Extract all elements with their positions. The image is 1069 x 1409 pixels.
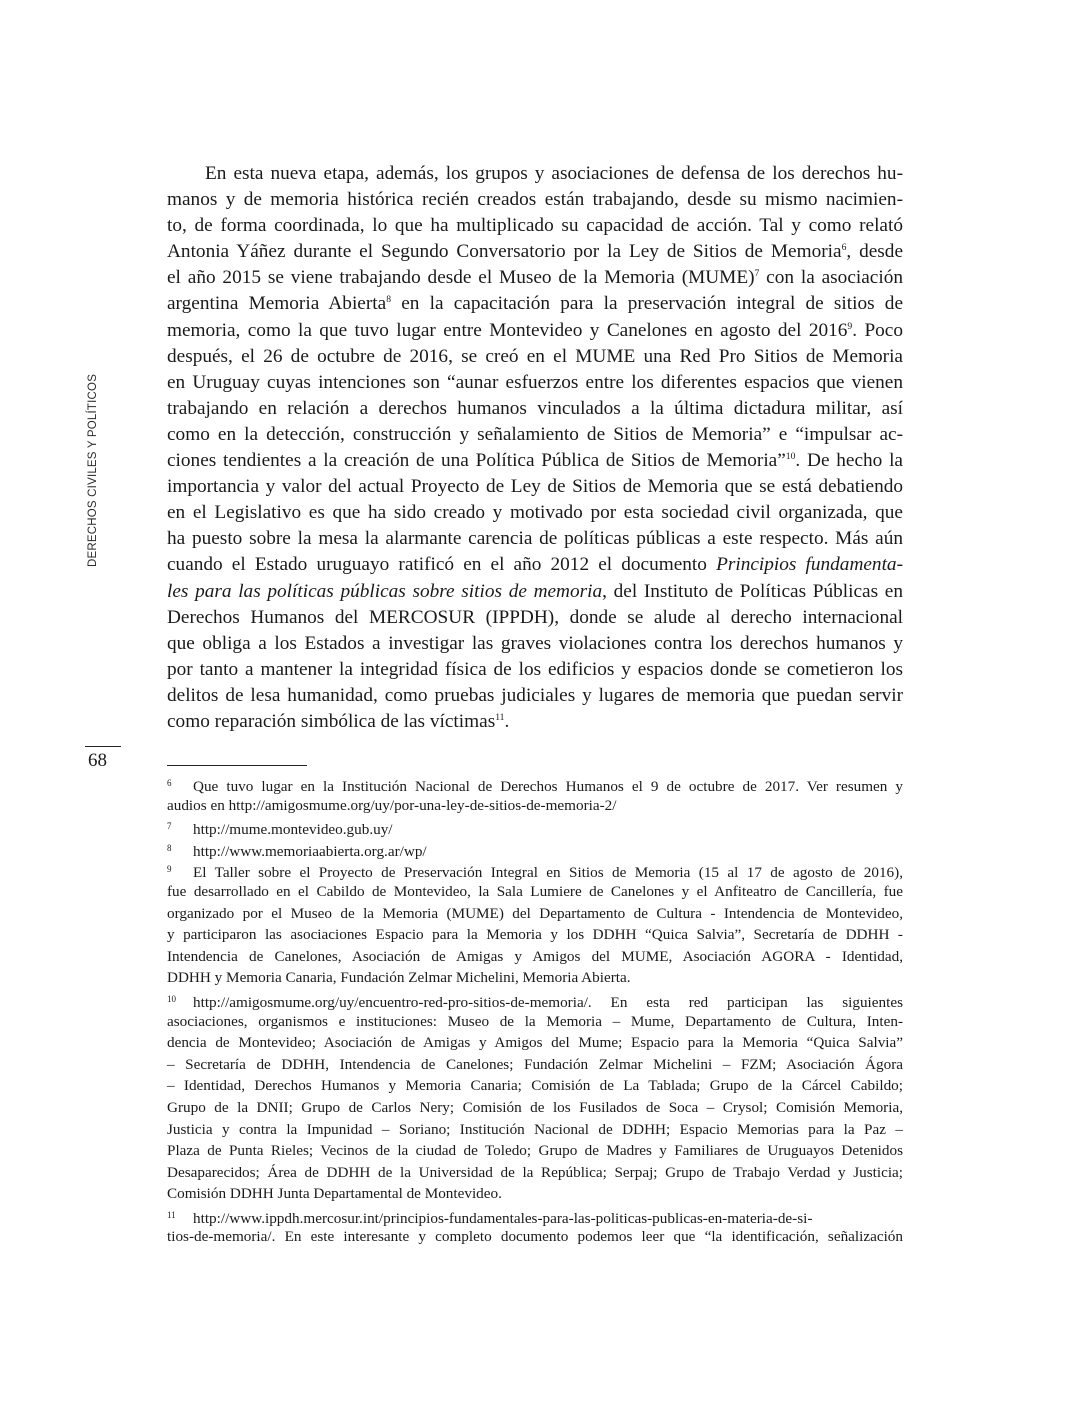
- body-line: memoria, como la que tuvo lugar entre Montevideo y Canelones en agosto del 2016$^9$. Poco: [167, 319, 904, 341]
- footnote-10: 10 http://amigosmume.org/uy/encuentro-red-pro-sitios-de-memoria/. En esta red participan las siguientes: [167, 989, 903, 1011]
- body-line: cuando el Estado uruguayo ratificó en el año 2012 el documento Principios fundamenta-: [167, 554, 903, 576]
- body-line: delitos de lesa humanidad, como pruebas judiciales y lugares de memoria que puedan servir: [167, 684, 903, 706]
- footnote-link[interactable]: http://www.memoriaabierta.org.ar/wp/: [193, 842, 427, 860]
- footnote-link[interactable]: http://mume.montevideo.gub.uy/: [193, 821, 393, 839]
- footnote-number: 9: [167, 864, 172, 875]
- footnote-7: [167, 816, 903, 838]
- body-line: en el Legislativo es que ha sido creado y motivado por esta sociedad civil organizada, que: [167, 502, 903, 524]
- footnote-line: Intendencia de Canelones, Asociación de Amigas y Amigos del MUME, Asociación AGORA - Identidad,: [167, 947, 903, 965]
- footnote-line: y participaron las asociaciones Espacio para la Memoria y los DDHH “Quica Salvia”, Secretaría de DDHH -: [167, 926, 903, 944]
- footnote-line: Comisión DDHH Junta Departamental de Montevideo.: [167, 1185, 502, 1203]
- body-line: después, el 26 de octubre de 2016, se creó en el MUME una Red Pro Sitios de Memoria: [167, 345, 903, 367]
- footnote-number: 10: [167, 993, 176, 1004]
- body-line: to, de forma coordinada, lo que ha multiplicado su capacidad de acción. Tal y como relató: [167, 215, 903, 237]
- footnote-number: 8: [167, 842, 172, 853]
- page-number: 68: [88, 750, 107, 771]
- body-line: En esta nueva etapa, además, los grupos y asociaciones de defensa de los derechos hu-: [205, 163, 903, 184]
- footnote-ref[interactable]: 10: [785, 450, 796, 462]
- body-line: Derechos Humanos del MERCOSUR (IPPDH), donde se alude al derecho internacional: [167, 606, 903, 628]
- body-line: como en la detección, construcción y señalamiento de Sitios de Memoria” e “impulsar ac-: [167, 423, 903, 445]
- body-line: en Uruguay cuyas intenciones son “aunar esfuerzos entre los diferentes espacios que vienen: [167, 371, 903, 393]
- document-title-italic: Principios fundamenta-: [716, 554, 903, 576]
- footnote-line: – Identidad, Derechos Humanos y Memoria Canaria; Comisión de La Tablada; Grupo de la Cárcel Cabildo;: [167, 1077, 903, 1095]
- footnote-line: Plaza de Punta Rieles; Vecinos de la ciudad de Toledo; Grupo de Madres y Familiares de Uruguayos Detenidos: [167, 1142, 903, 1160]
- body-line: manos y de memoria histórica recién creados están trabajando, desde su mismo nacimien-: [167, 189, 903, 211]
- body-line: trabajando en relación a derechos humanos vinculados a la última dictadura militar, así: [167, 397, 903, 419]
- body-paragraph: [167, 161, 903, 735]
- footnotes: [167, 773, 903, 1248]
- footnote-number: 11: [167, 1209, 176, 1220]
- footnote-9: 9 El Taller sobre el Proyecto de Preservación Integral en Sitios de Memoria (15 al 17 de agosto de 2016),: [167, 859, 903, 881]
- footnote-11: 11 http://www.ippdh.mercosur.int/principios-fundamentales-para-las-politicas-publicas-en-materia-de-si-: [167, 1205, 903, 1227]
- body-line: como reparación simbólica de las víctimas$^{11}$.: [167, 710, 510, 732]
- body-line: argentina Memoria Abierta$^8$ en la capacitación para la preservación integral de sitios de: [167, 293, 904, 315]
- footnote-line: – Secretaría de DDHH, Intendencia de Canelones; Fundación Zelmar Michelini – FZM; Asociación Ágora: [167, 1055, 903, 1073]
- footnote-ref[interactable]: 8: [386, 294, 392, 306]
- body-line: ha puesto sobre la mesa la alarmante carencia de políticas públicas a este respecto. Más aún: [167, 528, 903, 550]
- footnote-line: tios-de-memoria/. En este interesante y completo documento podemos leer que “la identificación, señalización: [167, 1228, 903, 1246]
- footnote-ref[interactable]: 11: [495, 711, 505, 723]
- footnote-line: audios en http://amigosmume.org/uy/por-una-ley-de-sitios-de-memoria-2/: [167, 796, 617, 814]
- footnote-ref[interactable]: 7: [754, 268, 760, 280]
- footnote-ref[interactable]: 9: [847, 320, 853, 332]
- body-line: importancia y valor del actual Proyecto de Ley de Sitios de Memoria que se está debatiendo: [167, 476, 903, 498]
- footnote-number: 6: [167, 778, 172, 788]
- body-line: ciones tendientes a la creación de una Política Pública de Sitios de Memoria”$^{10}$. De hecho la: [167, 450, 903, 472]
- footnote-line: dencia de Montevideo; Asociación de Amigas y Amigos del Mume; Espacio para la Memoria “Quica Salvia”: [167, 1034, 903, 1052]
- footnote-line: Justicia y contra la Impunidad – Soriano; Institución Nacional de DDHH; Espacio Memorias para la Paz –: [167, 1120, 903, 1138]
- footnote-line: asociaciones, organismos e instituciones: Museo de la Memoria – Mume, Departamento de Cultura, Inten-: [167, 1012, 903, 1030]
- footnote-line: organizado por el Museo de la Memoria (MUME) del Departamento de Cultura - Intendencia de Montevideo,: [167, 904, 903, 922]
- footnote-ref[interactable]: 6: [841, 242, 847, 254]
- footnote-6: 6 Que tuvo lugar en la Institución Nacional de Derechos Humanos el 9 de octubre de 2017. Ver resumen y: [167, 773, 903, 795]
- document-title-italic: les para las políticas públicas sobre sitios de memoria: [167, 580, 603, 602]
- footnote-line: Grupo de la DNII; Grupo de Carlos Nery; Comisión de los Fusilados de Soca – Crysol; Comisión Memoria,: [167, 1098, 903, 1116]
- footnote-line: fue desarrollado en el Cabildo de Montevideo, la Sala Lumiere de Canelones y el Anfiteatro de Cancillería, fue: [167, 882, 903, 900]
- footnote-separator: [167, 765, 307, 766]
- running-head-vertical: DERECHOS CIVILES Y POLÍTICOS: [87, 373, 99, 567]
- body-line: Antonia Yáñez durante el Segundo Conversatorio por la Ley de Sitios de Memoria$^6$, desde: [167, 241, 904, 263]
- footnote-number: 7: [167, 821, 172, 832]
- footnote-line: DDHH y Memoria Canaria, Fundación Zelmar Michelini, Memoria Abierta.: [167, 969, 631, 987]
- body-line: que obliga a los Estados a investigar las graves violaciones contra los derechos humanos y: [167, 632, 903, 654]
- footnote-line: Desaparecidos; Área de DDHH de la Universidad de la República; Serpaj; Grupo de Trabajo Verdad y Justicia;: [167, 1163, 903, 1181]
- footnote-8: [167, 838, 903, 860]
- body-line: les para las políticas públicas sobre sitios de memoria, del Instituto de Políticas Públicas en: [167, 580, 903, 602]
- body-line: por tanto a mantener la integridad física de los edificios y espacios donde se cometieron los: [167, 658, 903, 680]
- page-number-rule: [85, 746, 121, 747]
- body-line: el año 2015 se viene trabajando desde el Museo de la Memoria (MUME)$^7$ con la asociación: [167, 267, 903, 289]
